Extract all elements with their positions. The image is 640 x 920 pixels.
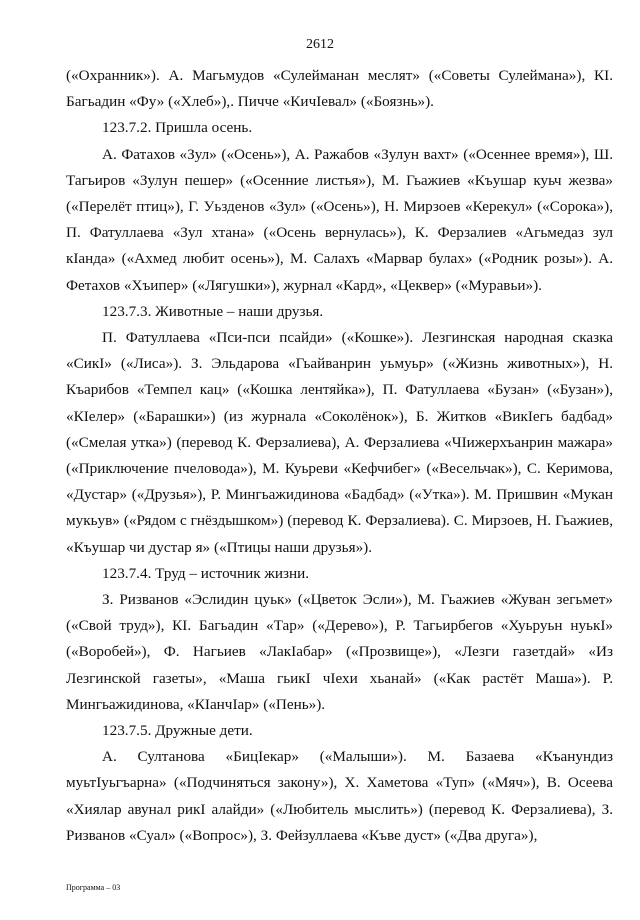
section-heading-123-7-2: 123.7.2. Пришла осень. [102,119,253,137]
page-body [66,63,613,849]
footer-note: Программа – 03 [66,883,121,892]
section-heading-123-7-5: 123.7.5. Дружные дети. [102,722,253,740]
section-heading-123-7-3: 123.7.3. Животные – наши друзья. [102,302,324,320]
paragraph-labor: З. Ризванов «Эслидин цуьк» («Цветок Эсли»), М. Гьажиев «Жуван зегьмет» («Свой труд»), КI. Багьадин «Тар» («Дерево»), Р. Тагьирбегов «Хуьруьн нуькI» («Воробей»), Ф. Нагьиев «ЛакIабар» («Прозвище»), «Лезги газетдай» «Из Лезгинской газеты», «Маша гьикI чIехи хьанай» («Как растёт Маша»). Р. Мингьажидинова, «КIанчIар» («Пень»). [66,591,613,713]
paragraph-animals: П. Фатуллаева «Пси-пси псайди» («Кошке»). Лезгинская народная сказка «СикI» («Лиса»). З. Эльдарова «Гьайванрин уьмуьр» («Жизнь животных»), Н. Къарибов «Темпел кац» («Кошка лентяйка»), П. Фатуллаева «Бузан» («Бузан»), «КIелер» («Барашки») (из журнала «Соколёнок»), Б. Житков «ВикIегь бадбад» («Смелая утка») (перевод К. Ферзалиева), А. Ферзалиева «ЧIижерхъанрин мажара» («Приключение пчеловода»), М. Куьреви «Кефчибег» («Весельчак»), С. Керимова, «Дустар» («Друзья»), Р. Мингьажидинова «Бадбад» («Утка»). М. Пришвин «Мукан мукьув» («Рядом с гнёздышком») (перевод К. Ферзалиева). С. Мирзоев, Н. Гьажиев, «Къушар чи дустар я» («Птицы наши друзья»). [66,329,613,556]
section-heading-123-7-4: 123.7.4. Труд – источник жизни. [102,564,310,582]
paragraph-continuation: («Охранник»). А. Магьмудов «Сулейманан меслят» («Советы Сулеймана»), КI. Багьадин «Фу» («Хлеб»),. Пичче «КичIевал» («Боязнь»). [66,67,613,111]
page-number: 2612 [306,37,334,52]
paragraph-friendly-children: А. Султанова «БицIекар» («Малыши»). М. Базаева «Къанундиз муьтIуьгъарна» («Подчиняться закону»), Х. Хаметова «Туп» («Мяч»), В. Осеева «Хиялар авунал рикI алайди» («Любитель мыслить») (перевод К. Ферзалиева), З. Ризванов «Суал» («Вопрос»), З. Фейзуллаева «Къве дуст» («Два друга»), [66,748,613,844]
paragraph-autumn: А. Фатахов «Зул» («Осень»), А. Ражабов «Зулун вахт» («Осеннее время»), Ш. Тагьиров «Зулун пешер» («Осенние листья»), М. Гьажиев «Къушар куьч жезва» («Перелёт птиц»), Г. Уьзденов «Зул» («Осень»), Н. Мирзоев «Керекул» («Сорока»), П. Фатуллаева «Зул хтана» («Осень вернулась»), К. Ферзалиев «Агьмедаз зул кIанда» («Ахмед любит осень»), М. Салахъ «Марвар булах» («Родник розы»). А. Фетахов «Хъипер» («Лягушки»), журнал «Кард», «Цеквер» («Муравьи»). [66,145,613,294]
